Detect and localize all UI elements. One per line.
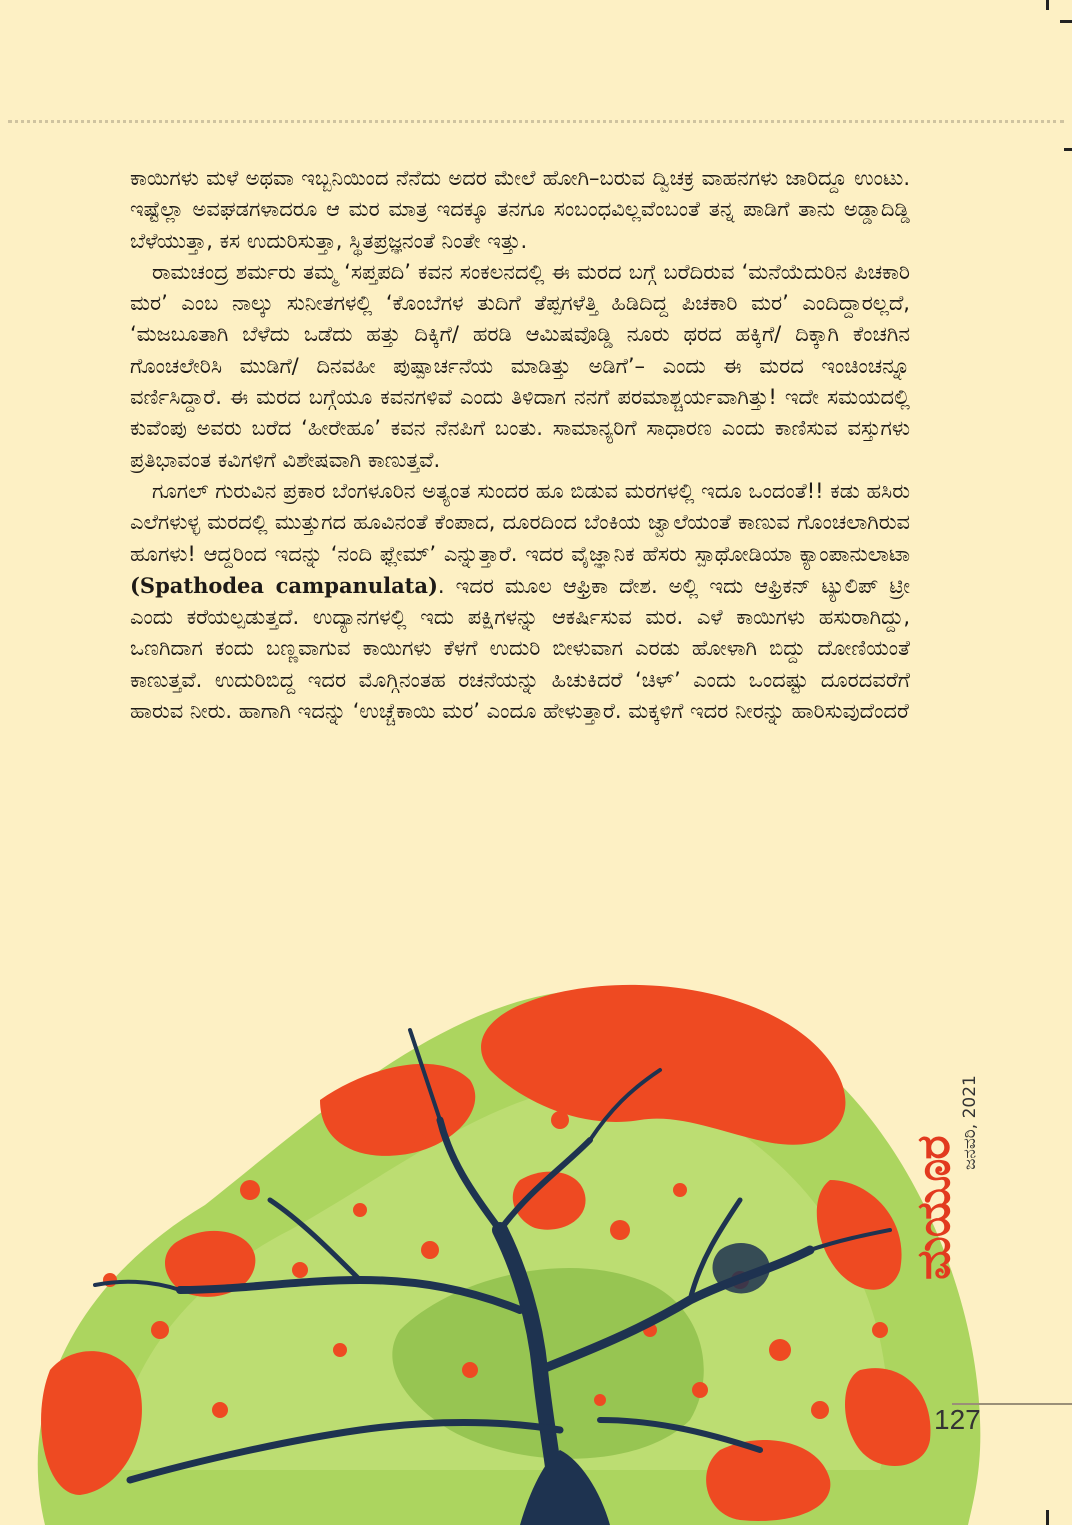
issue-date: ಜನವರಿ, 2021: [960, 1075, 980, 1170]
crop-mark-right-top: [1060, 20, 1072, 23]
paragraph-3: [130, 476, 910, 727]
paragraph-1: ಕಾಯಿಗಳು ಮಳೆ ಅಥವಾ ಇಬ್ಬನಿಯಿಂದ ನೆನೆದು ಅದರ ಮೇಲೆ ಹೋಗಿ–ಬರುವ ದ್ವಿಚಕ್ರ ವಾಹನಗಳು ಜಾರಿದ್ದೂ ಉಂಟು. ಇಷ್ಟೆಲ್ಲಾ ಅವಘಡಗಳಾದರೂ ಆ ಮರ ಮಾತ್ರ ಇದಕ್ಕೂ ತನಗೂ ಸಂಬಂಧವಿಲ್ಲವೆಂಬಂತೆ ತನ್ನ ಪಾಡಿಗೆ ತಾನು ಅಡ್ಡಾದಿಡ್ಡಿ ಬೆಳೆಯುತ್ತಾ, ಕಸ ಉದುರಿಸುತ್ತಾ, ಸ್ಥಿತಪ್ರಜ್ಞನಂತೆ ನಿಂತೇ ಇತ್ತು.: [130, 166, 910, 253]
paragraph-2: ರಾಮಚಂದ್ರ ಶರ್ಮರು ತಮ್ಮ ‘ಸಪ್ತಪದಿ’ ಕವನ ಸಂಕಲನದಲ್ಲಿ ಈ ಮರದ ಬಗ್ಗೆ ಬರೆದಿರುವ ‘ಮನೆಯೆದುರಿನ ಪಿಚಕಾರಿ ಮರ’ ಎಂಬ ನಾಲ್ಕು ಸುನೀತಗಳಲ್ಲಿ ‘ಕೊಂಬೆಗಳ ತುದಿಗೆ ತೆಪ್ಪಗಳೆತ್ತಿ ಹಿಡಿದಿದ್ದ ಪಿಚಕಾರಿ ಮರ’ ಎಂದಿದ್ದಾರಲ್ಲದೆ, ‘ಮಜಬೂತಾಗಿ ಬೆಳೆದು ಒಡೆದು ಹತ್ತು ದಿಕ್ಕಿಗೆ/ ಹರಡಿ ಆಮಿಷವೊಡ್ಡಿ ನೂರು ಥರದ ಹಕ್ಕಿಗೆ/ ದಿಕ್ಕಾಗಿ ಕೆಂಚಗಿನ ಗೊಂಚಲೇರಿಸಿ ಮುಡಿಗೆ/ ದಿನವಹೀ ಪುಷ್ಪಾರ್ಚನೆಯ ಮಾಡಿತ್ತು ಅಡಿಗೆ’– ಎಂದು ಈ ಮರದ ಇಂಚಿಂಚನ್ನೂ ವರ್ಣಿಸಿದ್ದಾರೆ. ಈ ಮರದ ಬಗ್ಗೆಯೂ ಕವನಗಳಿವೆ ಎಂದು ತಿಳಿದಾಗ ನನಗೆ ಪರಮಾಶ್ಚರ್ಯವಾಗಿತ್ತು! ಇದೇ ಸಮಯದಲ್ಲಿ ಕುವೆಂಪು ಅವರು ಬರೆದ ‘ಹೀರೇಹೂ’ ಕವನ ನೆನಪಿಗೆ ಬಂತು. ಸಾಮಾನ್ಯರಿಗೆ ಸಾಧಾರಣ ಎಂದು ಕಾಣಿಸುವ ವಸ್ತುಗಳು ಪ್ರತಿಭಾವಂತ ಕವಿಗಳಿಗೆ ವಿಶೇಷವಾಗಿ ಕಾಣುತ್ತವೆ.: [130, 259, 910, 472]
paragraph-3-text-start: ಗೂಗಲ್ ಗುರುವಿನ ಪ್ರಕಾರ ಬೆಂಗಳೂರಿನ ಅತ್ಯಂತ ಸುಂದರ ಹೂ ಬಿಡುವ ಮರಗಳಲ್ಲಿ ಇದೂ ಒಂದಂತೆ!! ಕಡು ಹಸಿರು ಎಲೆಗಳುಳ್ಳ ಮರದಲ್ಲಿ ಮುತ್ತುಗದ ಹೂವಿನಂತೆ ಕೆಂಪಾದ, ದೂರದಿಂದ ಬೆಂಕಿಯ ಜ್ವಾಲೆಯಂತೆ ಕಾಣುವ ಗೊಂಚಲಾಗಿರುವ ಹೂಗಳು! ಆದ್ದರಿಂದ ಇದನ್ನು ‘ನಂದಿ ಫ್ಲೇಮ್’ ಎನ್ನುತ್ತಾರೆ. ಇದರ ವೈಜ್ಞಾನಿಕ ಹೆಸರು ಸ್ಪಾಥೋಡಿಯಾ ಕ್ಯಾಂಪಾನುಲಾಟಾ: [130, 478, 910, 566]
article-body: [130, 163, 910, 727]
paragraph-3-text-end: . ಇದರ ಮೂಲ ಆಫ್ರಿಕಾ ದೇಶ. ಅಲ್ಲಿ ಇದು ಆಫ್ರಿಕನ್ ಟ್ಯುಲಿಪ್ ಟ್ರೀ ಎಂದು ಕರೆಯಲ್ಪಡುತ್ತದೆ. ಉದ್ಯಾನಗಳಲ್ಲಿ ಇದು ಪಕ್ಷಿಗಳನ್ನು ಆಕರ್ಷಿಸುವ ಮರ. ಎಳೆ ಕಾಯಿಗಳು ಹಸುರಾಗಿದ್ದು, ಒಣಗಿದಾಗ ಕಂದು ಬಣ್ಣವಾಗುವ ಕಾಯಿಗಳು ಕೆಳಗೆ ಉದುರಿ ಬೀಳುವಾಗ ಎರಡು ಹೋಳಾಗಿ ಬಿದ್ದು ದೋಣಿಯಂತೆ ಕಾಣುತ್ತವೆ. ಉದುರಿಬಿದ್ದ ಇದರ ಮೊಗ್ಗಿನಂತಹ ರಚನೆಯನ್ನು ಹಿಚುಕಿದರೆ ‘ಚಿಳ್’ ಎಂದು ಒಂದಷ್ಟು ದೂರದವರೆಗೆ ಹಾರುವ ನೀರು. ಹಾಗಾಗಿ ಇದನ್ನು ‘ಉಚ್ಚೆಕಾಯಿ ಮರ’ ಎಂದೂ ಹೇಳುತ್ತಾರೆ. ಮಕ್ಕಳಿಗೆ ಇದರ ನೀರನ್ನು ಹಾರಿಸುವುದೆಂದರೆ: [130, 573, 910, 724]
crop-mark-top: [1046, 0, 1049, 10]
scientific-name: (Spathodea campanulata): [130, 572, 438, 598]
header-dotted-rule: [8, 120, 1064, 123]
crop-mark-right-mid: [1064, 148, 1072, 151]
page-number: 127: [934, 1404, 981, 1435]
magazine-name: ಮಯೂರ: [906, 1136, 960, 1280]
